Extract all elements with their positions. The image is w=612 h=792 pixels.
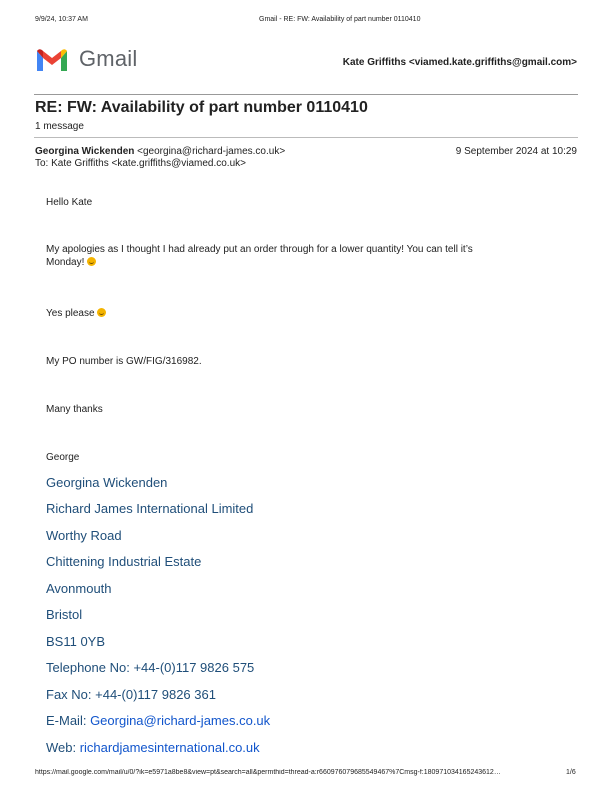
greeting: Hello Kate [46,197,93,208]
header-divider [34,94,578,95]
print-url: https://mail.google.com/mail/u/0/?ik=e5971a8be8&view=pt&search=all&permthid=thread-a:r660976079685549467%7Cmsg-f:180971034165243612… [35,769,501,776]
thread-subject: RE: FW: Availability of part number 0110410 [35,99,368,116]
paragraph-apology [46,244,546,269]
recipient-line: To: Kate Griffiths <kate.griffiths@viamed.co.uk> [35,158,246,169]
print-title: Gmail - RE: FW: Availability of part number 0110410 [259,16,421,23]
paragraph-yes-text: Yes please [46,308,95,319]
message-date: 9 September 2024 at 10:29 [455,146,577,157]
sender-name: Georgina Wickenden [35,146,135,157]
signature-address3: Avonmouth [46,581,112,596]
signature-address4: Bristol [46,607,83,622]
sender-email: <georgina@richard-james.co.uk> [137,146,286,157]
paragraph-yes [46,308,546,321]
closing: Many thanks [46,404,103,415]
signature-telephone: Telephone No: +44-(0)117 9826 575 [46,660,255,675]
signature-name: Georgina Wickenden [46,475,168,490]
signature-web-link[interactable]: richardjamesinternational.co.uk [79,740,260,755]
paragraph-apology-line2: Monday! [46,256,85,268]
paragraph-apology-line1: My apologies as I thought I had already put an order through for a lower quantity! You can tell it’s [46,244,473,255]
gmail-logo-text: Gmail [79,46,138,71]
account-label: Kate Griffiths <viamed.kate.griffiths@gmail.com> [342,57,577,68]
subject-divider [34,137,578,138]
signature-company: Richard James International Limited [46,501,254,516]
sign-name: George [46,452,80,463]
print-page-number: 1/6 [566,769,576,776]
print-datetime: 9/9/24, 10:37 AM [35,16,88,23]
signature-address1: Worthy Road [46,528,122,543]
signature-email-link[interactable]: Georgina@richard-james.co.uk [90,713,271,728]
message-count: 1 message [35,121,84,132]
signature-web [46,740,260,755]
signature-fax: Fax No: +44-(0)117 9826 361 [46,687,216,702]
signature-postcode: BS11 0YB [46,634,106,649]
smiley-emoji-icon [87,257,96,266]
gmail-logo-icon [35,47,69,73]
signature-email [46,713,270,728]
signature-web-label: Web: [46,740,80,755]
sender [35,146,285,157]
paragraph-po: My PO number is GW/FIG/316982. [46,356,202,367]
signature-address2: Chittening Industrial Estate [46,554,202,569]
signature-email-label: E-Mail: [46,713,91,728]
smiley-emoji-icon [97,308,106,317]
